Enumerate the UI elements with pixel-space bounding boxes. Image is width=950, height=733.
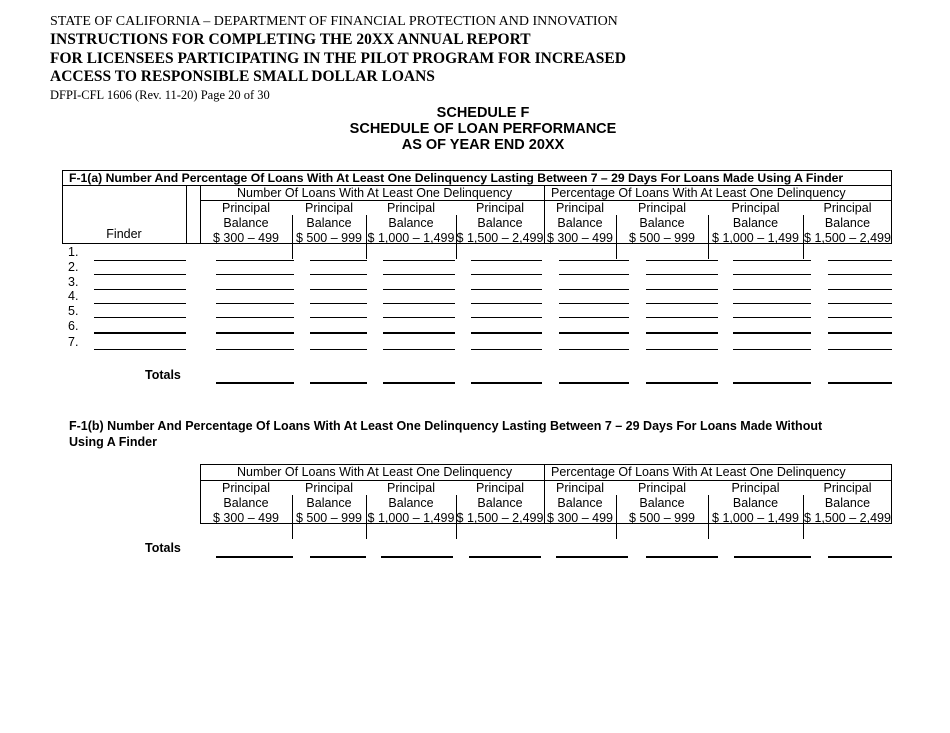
row-2-col-7-field[interactable] <box>733 274 811 275</box>
row-6-col-1-field[interactable] <box>216 332 294 334</box>
column-header-line-1: Principal <box>556 481 604 495</box>
schedule-label: SCHEDULE F <box>436 105 530 121</box>
column-header-range: $ 1,000 – 1,499 <box>367 231 455 245</box>
row-2-col-8-field[interactable] <box>828 274 892 275</box>
table-b-totals-label: Totals <box>145 541 181 555</box>
column-header-line-2: Balance <box>824 496 871 510</box>
a-column-2-header <box>292 201 366 246</box>
finder-entry-field[interactable] <box>94 317 186 318</box>
row-1-col-7-field[interactable] <box>733 260 811 261</box>
row-7-col-2-field[interactable] <box>310 349 367 350</box>
row-4-col-1-field[interactable] <box>216 303 294 304</box>
row-1-col-3-field[interactable] <box>383 260 455 261</box>
row-6-col-2-field[interactable] <box>310 332 367 334</box>
a-column-3-header <box>366 201 456 246</box>
totals-col-1-field[interactable] <box>216 556 293 558</box>
row-3-col-4-field[interactable] <box>471 289 542 290</box>
totals-col-6-field[interactable] <box>646 382 718 384</box>
column-header-line-1: Principal <box>638 201 686 215</box>
column-header-line-2: Balance <box>223 216 269 230</box>
totals-col-3-field[interactable] <box>381 556 453 558</box>
row-5-col-1-field[interactable] <box>216 317 294 318</box>
b-column-3-header <box>366 481 456 526</box>
row-1-col-6-field[interactable] <box>646 260 718 261</box>
row-4-col-4-field[interactable] <box>471 303 542 304</box>
report-title-line-3: ACCESS TO RESPONSIBLE SMALL DOLLAR LOANS <box>50 68 435 85</box>
table-a-group-percent: Percentage Of Loans With At Least One Delinquency <box>551 186 846 200</box>
column-header-line-1: Principal <box>387 481 435 495</box>
b-column-2-header <box>292 481 366 526</box>
column-header-line-2: Balance <box>388 496 434 510</box>
finder-entry-field[interactable] <box>94 332 186 334</box>
row-7-col-6-field[interactable] <box>646 349 718 350</box>
form-number: DFPI-CFL 1606 (Rev. 11-20) Page 20 of 30 <box>50 88 270 102</box>
row-1-col-4-field[interactable] <box>471 260 542 261</box>
column-header-line-1: Principal <box>222 201 270 215</box>
row-7-col-3-field[interactable] <box>383 349 455 350</box>
row-7-col-1-field[interactable] <box>216 349 294 350</box>
row-6-col-6-field[interactable] <box>646 332 718 334</box>
b-column-1-header <box>200 481 292 526</box>
finder-entry-field[interactable] <box>94 303 186 304</box>
row-number: 5. <box>68 304 79 318</box>
row-4-col-2-field[interactable] <box>310 303 367 304</box>
column-header-line-1: Principal <box>305 201 353 215</box>
column-header-line-1: Principal <box>387 201 435 215</box>
column-header-range: $ 500 – 999 <box>628 511 696 525</box>
column-header-range: $ 1,000 – 1,499 <box>367 511 455 525</box>
totals-col-1-field[interactable] <box>216 382 294 384</box>
column-header-range: $ 300 – 499 <box>212 511 280 525</box>
table-a-totals-label: Totals <box>145 368 181 382</box>
column-header-range: $ 1,000 – 1,499 <box>712 231 799 245</box>
row-2-col-3-field[interactable] <box>383 274 455 275</box>
table-a-title: F-1(a) Number And Percentage Of Loans With At Least One Delinquency Lasting Between 7 – 29 Days For Loans Made Using A Finder <box>69 171 844 185</box>
column-header-line-2: Balance <box>388 216 434 230</box>
totals-col-8-field[interactable] <box>828 556 892 558</box>
column-header-line-2: Balance <box>732 496 779 510</box>
column-header-line-1: Principal <box>556 201 604 215</box>
totals-col-2-field[interactable] <box>310 382 367 384</box>
column-header-line-2: Balance <box>732 216 779 230</box>
row-5-col-8-field[interactable] <box>828 317 892 318</box>
column-header-range: $ 500 – 999 <box>628 231 696 245</box>
row-5-col-5-field[interactable] <box>559 317 629 318</box>
totals-col-2-field[interactable] <box>310 556 366 558</box>
column-header-range: $ 1,000 – 1,499 <box>712 511 799 525</box>
row-1-col-5-field[interactable] <box>559 260 629 261</box>
column-header-line-1: Principal <box>638 481 686 495</box>
b-column-6-header <box>616 481 708 526</box>
column-header-range: $ 1,500 – 2,499 <box>456 231 544 245</box>
row-1-col-2-field[interactable] <box>310 260 367 261</box>
row-3-col-8-field[interactable] <box>828 289 892 290</box>
column-header-range: $ 1,500 – 2,499 <box>456 511 544 525</box>
row-6-col-8-field[interactable] <box>828 332 892 334</box>
row-number: 7. <box>68 335 79 349</box>
row-3-col-7-field[interactable] <box>733 289 811 290</box>
row-2-col-4-field[interactable] <box>471 274 542 275</box>
column-header-line-1: Principal <box>305 481 353 495</box>
column-header-range: $ 1,500 – 2,499 <box>804 231 891 245</box>
a-column-6-header <box>616 201 708 246</box>
row-number: 2. <box>68 260 79 274</box>
column-header-line-1: Principal <box>823 481 872 495</box>
b-column-7-header <box>708 481 803 526</box>
column-header-line-2: Balance <box>477 216 523 230</box>
column-header-line-1: Principal <box>731 481 780 495</box>
column-header-range: $ 300 – 499 <box>212 231 280 245</box>
schedule-date: AS OF YEAR END 20XX <box>401 137 565 153</box>
report-title-line-2: FOR LICENSEES PARTICIPATING IN THE PILOT PROGRAM FOR INCREASED <box>50 50 626 67</box>
a-column-4-header <box>456 201 544 246</box>
column-header-range: $ 1,500 – 2,499 <box>804 511 891 525</box>
totals-col-5-field[interactable] <box>556 556 628 558</box>
table-b-title: F-1(b) Number And Percentage Of Loans With At Least One Delinquency Lasting Between 7 – 29 Days For Loans Made Without Using A Finder <box>69 419 823 449</box>
column-header-range: $ 300 – 499 <box>546 511 614 525</box>
finder-entry-field[interactable] <box>94 289 186 290</box>
column-header-line-2: Balance <box>306 216 352 230</box>
row-2-col-1-field[interactable] <box>216 274 294 275</box>
a-column-7-header <box>708 201 803 246</box>
row-3-col-2-field[interactable] <box>310 289 367 290</box>
row-6-col-5-field[interactable] <box>559 332 629 334</box>
row-4-col-5-field[interactable] <box>559 303 629 304</box>
column-header-line-2: Balance <box>223 496 269 510</box>
row-7-col-8-field[interactable] <box>828 349 892 350</box>
column-header-range: $ 500 – 999 <box>295 231 363 245</box>
column-header-line-2: Balance <box>306 496 352 510</box>
row-5-col-7-field[interactable] <box>733 317 811 318</box>
row-3-col-1-field[interactable] <box>216 289 294 290</box>
row-4-col-6-field[interactable] <box>646 303 718 304</box>
report-title-line-1: INSTRUCTIONS FOR COMPLETING THE 20XX ANNUAL REPORT <box>50 31 531 48</box>
totals-col-3-field[interactable] <box>383 382 455 384</box>
row-7-col-5-field[interactable] <box>559 349 629 350</box>
column-header-line-1: Principal <box>476 481 524 495</box>
row-1-col-1-field[interactable] <box>216 260 294 261</box>
schedule-name: SCHEDULE OF LOAN PERFORMANCE <box>349 121 617 137</box>
column-header-line-1: Principal <box>823 201 872 215</box>
table-a-group-number: Number Of Loans With At Least One Delinquency <box>237 186 513 200</box>
a-column-8-header <box>803 201 892 246</box>
row-number: 3. <box>68 275 79 289</box>
column-header-range: $ 300 – 499 <box>546 231 614 245</box>
column-header-line-1: Principal <box>476 201 524 215</box>
row-5-col-2-field[interactable] <box>310 317 367 318</box>
b-column-4-header <box>456 481 544 526</box>
b-column-5-header <box>544 481 616 526</box>
totals-col-5-field[interactable] <box>559 382 629 384</box>
finder-entry-field[interactable] <box>94 349 186 350</box>
row-2-col-2-field[interactable] <box>310 274 367 275</box>
table-b-group-number: Number Of Loans With At Least One Delinquency <box>237 465 513 479</box>
row-3-col-5-field[interactable] <box>559 289 629 290</box>
column-header-line-2: Balance <box>477 496 523 510</box>
row-4-col-3-field[interactable] <box>383 303 455 304</box>
row-5-col-4-field[interactable] <box>471 317 542 318</box>
row-6-col-7-field[interactable] <box>733 332 811 334</box>
row-4-col-8-field[interactable] <box>828 303 892 304</box>
finder-entry-field[interactable] <box>94 260 186 261</box>
totals-col-6-field[interactable] <box>646 556 718 558</box>
row-6-col-3-field[interactable] <box>383 332 455 334</box>
row-2-col-5-field[interactable] <box>559 274 629 275</box>
row-number: 1. <box>68 245 79 259</box>
a-column-5-header <box>544 201 616 246</box>
column-header-line-2: Balance <box>639 216 685 230</box>
row-5-col-6-field[interactable] <box>646 317 718 318</box>
row-2-col-6-field[interactable] <box>646 274 718 275</box>
row-6-col-4-field[interactable] <box>471 332 542 334</box>
a-column-1-header <box>200 201 292 246</box>
totals-col-4-field[interactable] <box>471 382 542 384</box>
totals-col-7-field[interactable] <box>734 556 811 558</box>
finder-entry-field[interactable] <box>94 274 186 275</box>
totals-col-8-field[interactable] <box>828 382 892 384</box>
row-3-col-3-field[interactable] <box>383 289 455 290</box>
column-header-line-2: Balance <box>639 496 685 510</box>
row-number: 4. <box>68 289 79 303</box>
row-7-col-7-field[interactable] <box>733 349 811 350</box>
column-header-range: $ 500 – 999 <box>295 511 363 525</box>
row-number: 6. <box>68 319 79 333</box>
finder-column-header: Finder <box>106 227 142 241</box>
totals-col-4-field[interactable] <box>469 556 541 558</box>
totals-col-7-field[interactable] <box>733 382 811 384</box>
table-b-group-percent: Percentage Of Loans With At Least One Delinquency <box>551 465 846 479</box>
column-header-line-2: Balance <box>557 216 603 230</box>
b-column-8-header <box>803 481 892 526</box>
row-4-col-7-field[interactable] <box>733 303 811 304</box>
column-header-line-2: Balance <box>557 496 603 510</box>
row-3-col-6-field[interactable] <box>646 289 718 290</box>
agency-name: STATE OF CALIFORNIA – DEPARTMENT OF FINANCIAL PROTECTION AND INNOVATION <box>50 14 618 29</box>
row-5-col-3-field[interactable] <box>383 317 455 318</box>
column-header-line-2: Balance <box>824 216 871 230</box>
row-7-col-4-field[interactable] <box>471 349 542 350</box>
column-header-line-1: Principal <box>222 481 270 495</box>
column-header-line-1: Principal <box>731 201 780 215</box>
row-1-col-8-field[interactable] <box>828 260 892 261</box>
